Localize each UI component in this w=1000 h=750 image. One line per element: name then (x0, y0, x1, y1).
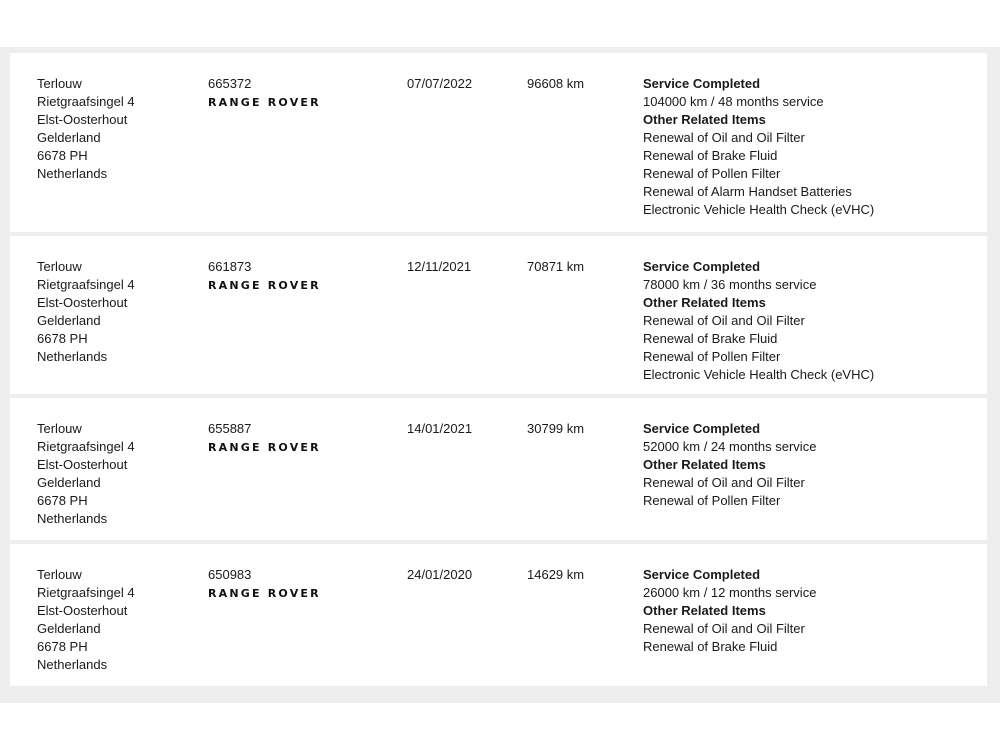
service-mileage: 30799 km (527, 421, 585, 436)
service-date: 07/07/2022 (407, 76, 473, 91)
related-item: Renewal of Oil and Oil Filter (643, 313, 805, 328)
address-city: Elst-Oosterhout (37, 295, 128, 310)
related-item: Renewal of Pollen Filter (643, 166, 781, 181)
retailer-code: 665372 (208, 76, 252, 91)
retailer-code: 650983 (208, 567, 252, 582)
other-items-heading: Other Related Items (643, 295, 766, 310)
retailer-address (37, 75, 197, 183)
address-city: Elst-Oosterhout (37, 603, 128, 618)
vehicle-info (208, 258, 388, 293)
address-country: Netherlands (37, 511, 108, 526)
service-details (643, 75, 983, 219)
related-item: Renewal of Brake Fluid (643, 148, 778, 163)
address-country: Netherlands (37, 657, 108, 672)
service-record-row (10, 398, 987, 540)
retailer-address (37, 566, 197, 674)
address-province: Gelderland (37, 475, 101, 490)
retailer-name: Terlouw (37, 259, 82, 274)
service-mileage: 96608 km (527, 76, 585, 91)
other-items-heading: Other Related Items (643, 112, 766, 127)
related-item: Renewal of Brake Fluid (643, 331, 778, 346)
service-record-row (10, 236, 987, 394)
address-street: Rietgraafsingel 4 (37, 585, 135, 600)
service-date: 14/01/2021 (407, 421, 473, 436)
address-country: Netherlands (37, 166, 108, 181)
address-street: Rietgraafsingel 4 (37, 439, 135, 454)
range-rover-logo: RANGE ROVER (208, 96, 321, 109)
retailer-address (37, 258, 197, 366)
address-country: Netherlands (37, 349, 108, 364)
service-description: 52000 km / 24 months service (643, 439, 817, 454)
vehicle-info (208, 566, 388, 601)
retailer-code: 661873 (208, 259, 252, 274)
service-date: 12/11/2021 (407, 259, 472, 274)
retailer-name: Terlouw (37, 567, 82, 582)
service-details (643, 258, 983, 384)
related-item: Renewal of Pollen Filter (643, 493, 781, 508)
address-postcode: 6678 PH (37, 331, 88, 346)
vehicle-info (208, 75, 388, 110)
service-description: 26000 km / 12 months service (643, 585, 817, 600)
address-street: Rietgraafsingel 4 (37, 277, 135, 292)
service-completed-heading: Service Completed (643, 259, 761, 274)
other-items-heading: Other Related Items (643, 603, 766, 618)
range-rover-logo: RANGE ROVER (208, 441, 321, 454)
service-record-row (10, 544, 987, 686)
range-rover-logo: RANGE ROVER (208, 587, 321, 600)
service-completed-heading: Service Completed (643, 567, 761, 582)
address-city: Elst-Oosterhout (37, 457, 128, 472)
related-item: Renewal of Alarm Handset Batteries (643, 184, 852, 199)
service-details (643, 420, 983, 510)
service-completed-heading: Service Completed (643, 76, 761, 91)
retailer-name: Terlouw (37, 421, 82, 436)
related-item: Renewal of Oil and Oil Filter (643, 621, 805, 636)
address-province: Gelderland (37, 621, 101, 636)
service-mileage: 14629 km (527, 567, 585, 582)
address-province: Gelderland (37, 130, 101, 145)
service-details (643, 566, 983, 656)
service-history-list (10, 53, 987, 690)
retailer-name: Terlouw (37, 76, 82, 91)
vehicle-info (208, 420, 388, 455)
service-completed-heading: Service Completed (643, 421, 761, 436)
address-postcode: 6678 PH (37, 639, 88, 654)
service-date: 24/01/2020 (407, 567, 473, 582)
retailer-code: 655887 (208, 421, 252, 436)
other-items-heading: Other Related Items (643, 457, 766, 472)
related-item: Renewal of Oil and Oil Filter (643, 130, 805, 145)
related-item: Renewal of Pollen Filter (643, 349, 781, 364)
related-item: Renewal of Brake Fluid (643, 639, 778, 654)
service-record-row (10, 53, 987, 232)
retailer-address (37, 420, 197, 528)
address-city: Elst-Oosterhout (37, 112, 128, 127)
related-item: Renewal of Oil and Oil Filter (643, 475, 805, 490)
address-street: Rietgraafsingel 4 (37, 94, 135, 109)
address-province: Gelderland (37, 313, 101, 328)
related-item: Electronic Vehicle Health Check (eVHC) (643, 367, 875, 382)
service-description: 78000 km / 36 months service (643, 277, 817, 292)
range-rover-logo: RANGE ROVER (208, 279, 321, 292)
service-description: 104000 km / 48 months service (643, 94, 824, 109)
related-item: Electronic Vehicle Health Check (eVHC) (643, 202, 875, 217)
address-postcode: 6678 PH (37, 493, 88, 508)
address-postcode: 6678 PH (37, 148, 88, 163)
service-mileage: 70871 km (527, 259, 585, 274)
